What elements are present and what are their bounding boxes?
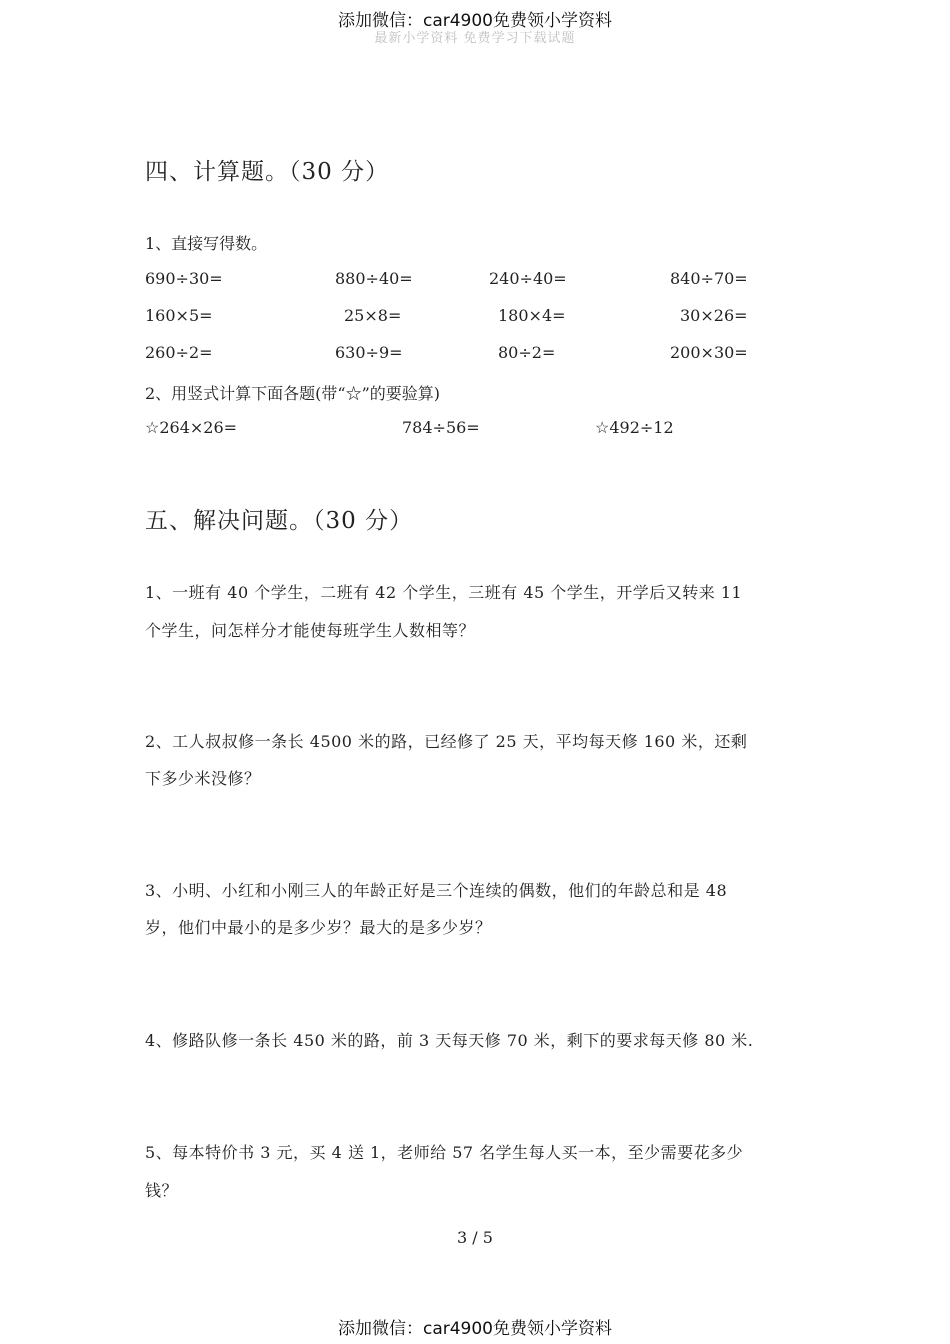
calc-item: 840÷70= [670,269,748,288]
vertical-calc-item: 784÷56= [402,418,480,437]
calc-item: 240÷40= [489,269,567,288]
problem-line: 3、小明、小红和小刚三人的年龄正好是三个连续的偶数，他们的年龄总和是 48 [145,881,728,900]
problem-line: 下多少米没修？ [145,769,261,788]
problem-line: 2、工人叔叔修一条长 4500 米的路，已经修了 25 天，平均每天修 160 米，还剩 [145,732,748,751]
problem-line: 钱？ [145,1181,179,1200]
header-ghost-text: 最新小学资料 免费学习下载试题 [374,31,576,46]
watermark-top: 添加微信：car4900免费领小学资料 [337,11,613,31]
problem-line: 5、每本特价书 3 元，买 4 送 1，老师给 57 名学生每人买一本，至少需要花多少 [145,1143,744,1162]
calc-item: 630÷9= [335,343,403,362]
watermark-bottom: 添加微信：car4900免费领小学资料 [337,1319,613,1339]
calc-item: 160×5= [145,306,213,325]
problem-line: 个学生，问怎样分才能使每班学生人数相等？ [145,621,476,640]
page-number: 3 / 5 [457,1228,493,1247]
calc-item: 30×26= [680,306,748,325]
problem-line: 1、一班有 40 个学生，二班有 42 个学生，三班有 45 个学生，开学后又转来 11 [145,583,743,602]
calc-item: 260÷2= [145,343,213,362]
calc-item: 180×4= [498,306,566,325]
section4-title: 四、计算题。（30 分） [145,159,390,185]
vertical-calc-item: ☆264×26= [145,418,238,437]
section5-title: 五、解决问题。（30 分） [145,508,414,534]
vertical-calc-item: ☆492÷12 [595,418,674,437]
calc-item: 880÷40= [335,269,413,288]
problem-line: 岁，他们中最小的是多少岁？最大的是多少岁？ [145,918,492,937]
calc-item: 80÷2= [498,343,556,362]
calc-item: 25×8= [344,306,402,325]
problem-line: 4、修路队修一条长 450 米的路，前 3 天每天修 70 米，剩下的要求每天修 80 米. [145,1031,754,1050]
section4-q1-title: 1、直接写得数。 [145,234,268,253]
calc-item: 690÷30= [145,269,223,288]
calc-item: 200×30= [670,343,748,362]
section4-q2-title: 2、用竖式计算下面各题(带“☆”的要验算) [145,384,441,403]
